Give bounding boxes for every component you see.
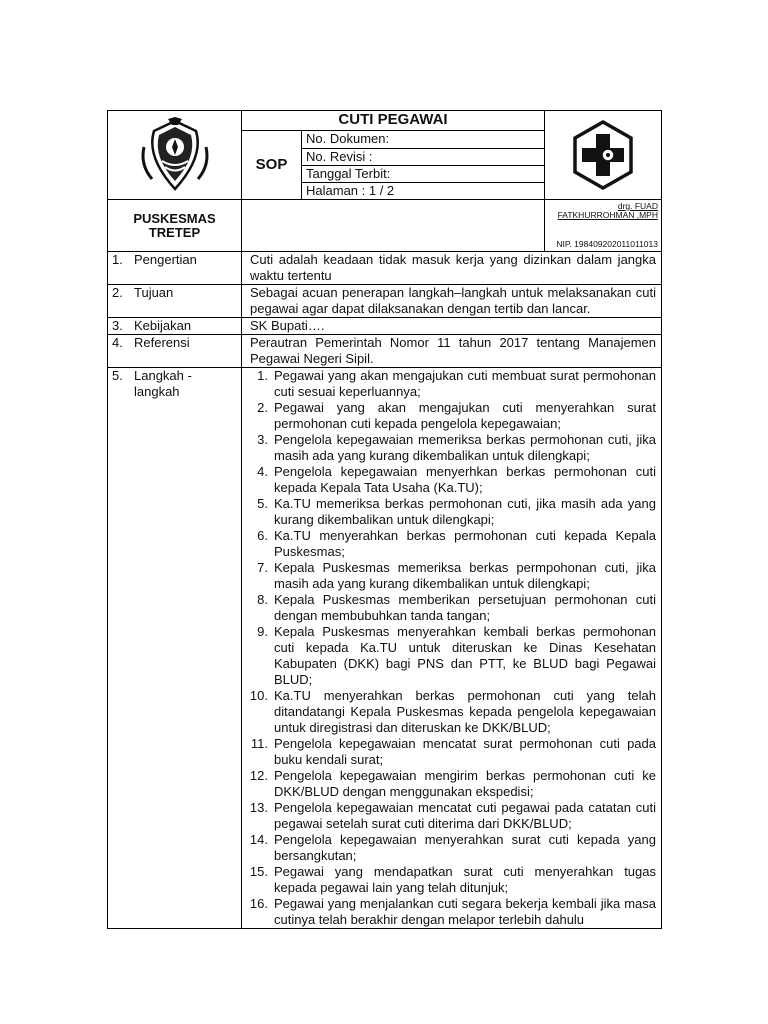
doc-field-number: No. Dokumen:	[302, 131, 545, 149]
section-text-pengertian: Cuti adalah keadaan tidak masuk kerja yang dizinkan dalam jangka waktu tertentu	[242, 252, 662, 285]
section-text-kebijakan: SK Bupati….	[242, 318, 662, 335]
list-item	[244, 896, 656, 928]
steps-list	[244, 368, 656, 928]
steps-cell	[242, 368, 662, 929]
section-number: 3.	[112, 318, 123, 333]
sop-label: SOP	[242, 131, 302, 200]
step-number: 7.	[257, 560, 268, 575]
step-text: Pengelola kepegawaian mengirim berkas permohonan cuti ke DKK/BLUD dengan menggunakan ekspedisi;	[274, 768, 656, 799]
step-text: Pengelola kepegawaian menyerahkan surat cuti kepada yang bersangkutan;	[274, 832, 656, 863]
doc-field-page: Halaman : 1 / 2	[302, 183, 545, 200]
section-label	[108, 335, 242, 368]
step-number: 8.	[257, 592, 268, 607]
section-text-referensi: Perautran Pemerintah Nomor 11 tahun 2017 tentang Manajemen Pegawai Negeri Sipil.	[242, 335, 662, 368]
step-text: Pegawai yang menjalankan cuti segara bekerja kembali jika masa cutinya telah berakhir dengan melapor terlebih dahulu	[274, 896, 656, 927]
step-number: 1.	[257, 368, 268, 383]
step-text: Pegawai yang mendapatkan surat cuti menyerahkan tugas kepada pegawai lain yang telah ditunjuk;	[274, 864, 656, 895]
step-number: 9.	[257, 624, 268, 639]
list-item	[244, 368, 656, 400]
list-item	[244, 496, 656, 528]
step-number: 10.	[249, 688, 268, 703]
section-number: 5.	[112, 368, 123, 383]
step-number: 3.	[257, 432, 268, 447]
step-number: 6.	[257, 528, 268, 543]
step-text: Pengelola kepegawaian menyerhkan berkas permohonan cuti kepada Kepala Tata Usaha (Ka.TU);	[274, 464, 656, 495]
list-item	[244, 560, 656, 592]
sop-table	[107, 110, 662, 929]
step-text: Pegawai yang akan mengajukan cuti membuat surat permohonan cuti sesuai keperluannya;	[274, 368, 656, 399]
signature-cell	[545, 200, 662, 252]
puskesmas-cross-logo	[572, 120, 634, 190]
list-item	[244, 688, 656, 736]
step-number: 2.	[257, 400, 268, 415]
signer-name: drg. FUAD FATKHURROHMAN ,MPH	[557, 201, 658, 220]
section-title: Kebijakan	[134, 318, 192, 333]
section-label	[108, 368, 242, 929]
regency-emblem-logo	[138, 117, 212, 193]
list-item	[244, 624, 656, 688]
list-item	[244, 864, 656, 896]
step-text: Ka.TU menyerahkan berkas permohonan cuti kepada Kepala Puskesmas;	[274, 528, 656, 559]
list-item	[244, 768, 656, 800]
step-number: 5.	[257, 496, 268, 511]
step-text: Kepala Puskesmas memberikan persetujuan permohonan cuti dengan membubuhkan tanda tangan;	[274, 592, 656, 623]
step-number: 14.	[249, 832, 268, 847]
list-item	[244, 832, 656, 864]
doc-field-revision: No. Revisi :	[302, 149, 545, 166]
step-text: Kepala Puskesmas memeriksa berkas permpohonan cuti, jika masih ada yang kurang dikembalikan untuk dilengkapi;	[274, 560, 656, 591]
section-label	[108, 285, 242, 318]
step-text: Ka.TU memeriksa berkas permohonan cuti, jika masih ada yang kurang dikembalikan untuk dilengkapi;	[274, 496, 656, 527]
section-label	[108, 252, 242, 285]
list-item	[244, 400, 656, 432]
section-title: Langkah - langkah	[134, 368, 192, 399]
list-item	[244, 736, 656, 768]
step-number: 13.	[249, 800, 268, 815]
step-number: 11.	[250, 736, 268, 751]
step-text: Pegawai yang akan mengajukan cuti menyerahkan surat permohonan cuti kepada pengelola kepegawaian;	[274, 400, 656, 431]
section-title: Referensi	[134, 335, 190, 350]
signer-nip: NIP. 198409202011011013	[556, 239, 658, 249]
list-item	[244, 528, 656, 560]
step-number: 12.	[249, 768, 268, 783]
step-text: Pengelola kepegawaian memeriksa berkas permohonan cuti, jika masih ada yang kurang dikembalikan untuk dilengkapi;	[274, 432, 656, 463]
list-item	[244, 464, 656, 496]
left-logo-cell	[108, 111, 242, 200]
list-item	[244, 592, 656, 624]
document-title: CUTI PEGAWAI	[242, 111, 545, 131]
section-number: 2.	[112, 285, 123, 300]
step-text: Pengelola kepegawaian mencatat cuti pegawai pada catatan cuti pegawai setelah surat cuti diterima dari DKK/BLUD;	[274, 800, 656, 831]
section-text-tujuan: Sebagai acuan penerapan langkah–langkah untuk melaksanakan cuti pegawai agar dapat dilaksanakan dengan tertib dan lancar.	[242, 285, 662, 318]
section-label	[108, 318, 242, 335]
section-number: 1.	[112, 252, 123, 267]
step-number: 15.	[249, 864, 268, 879]
section-title: Pengertian	[134, 252, 197, 267]
step-number: 16.	[249, 896, 268, 911]
org-name: PUSKESMAS TRETEP	[108, 200, 242, 252]
step-text: Pengelola kepegawaian mencatat surat permohonan cuti pada buku kendali surat;	[274, 736, 656, 767]
step-number: 4.	[257, 464, 268, 479]
section-title: Tujuan	[134, 285, 174, 300]
list-item	[244, 800, 656, 832]
step-text: Ka.TU menyerahkan berkas permohonan cuti yang telah ditandatangi Kepala Puskesmas kepada pengelola kepegawaian untuk diregistrasi dan diteruskan ke DKK/BLUD;	[274, 688, 656, 735]
doc-field-date: Tanggal Terbit:	[302, 166, 545, 183]
right-logo-cell	[545, 111, 662, 200]
blank-header-cell	[242, 200, 545, 252]
step-text: Kepala Puskesmas menyerahkan kembali berkas permohonan cuti kepada Ka.TU untuk diteruskan ke Dinas Kesehatan Kabupaten (DKK) bagi PNS dan PTT, ke BLUD bagi Pegawai BLUD;	[274, 624, 656, 687]
list-item	[244, 432, 656, 464]
section-number: 4.	[112, 335, 123, 350]
